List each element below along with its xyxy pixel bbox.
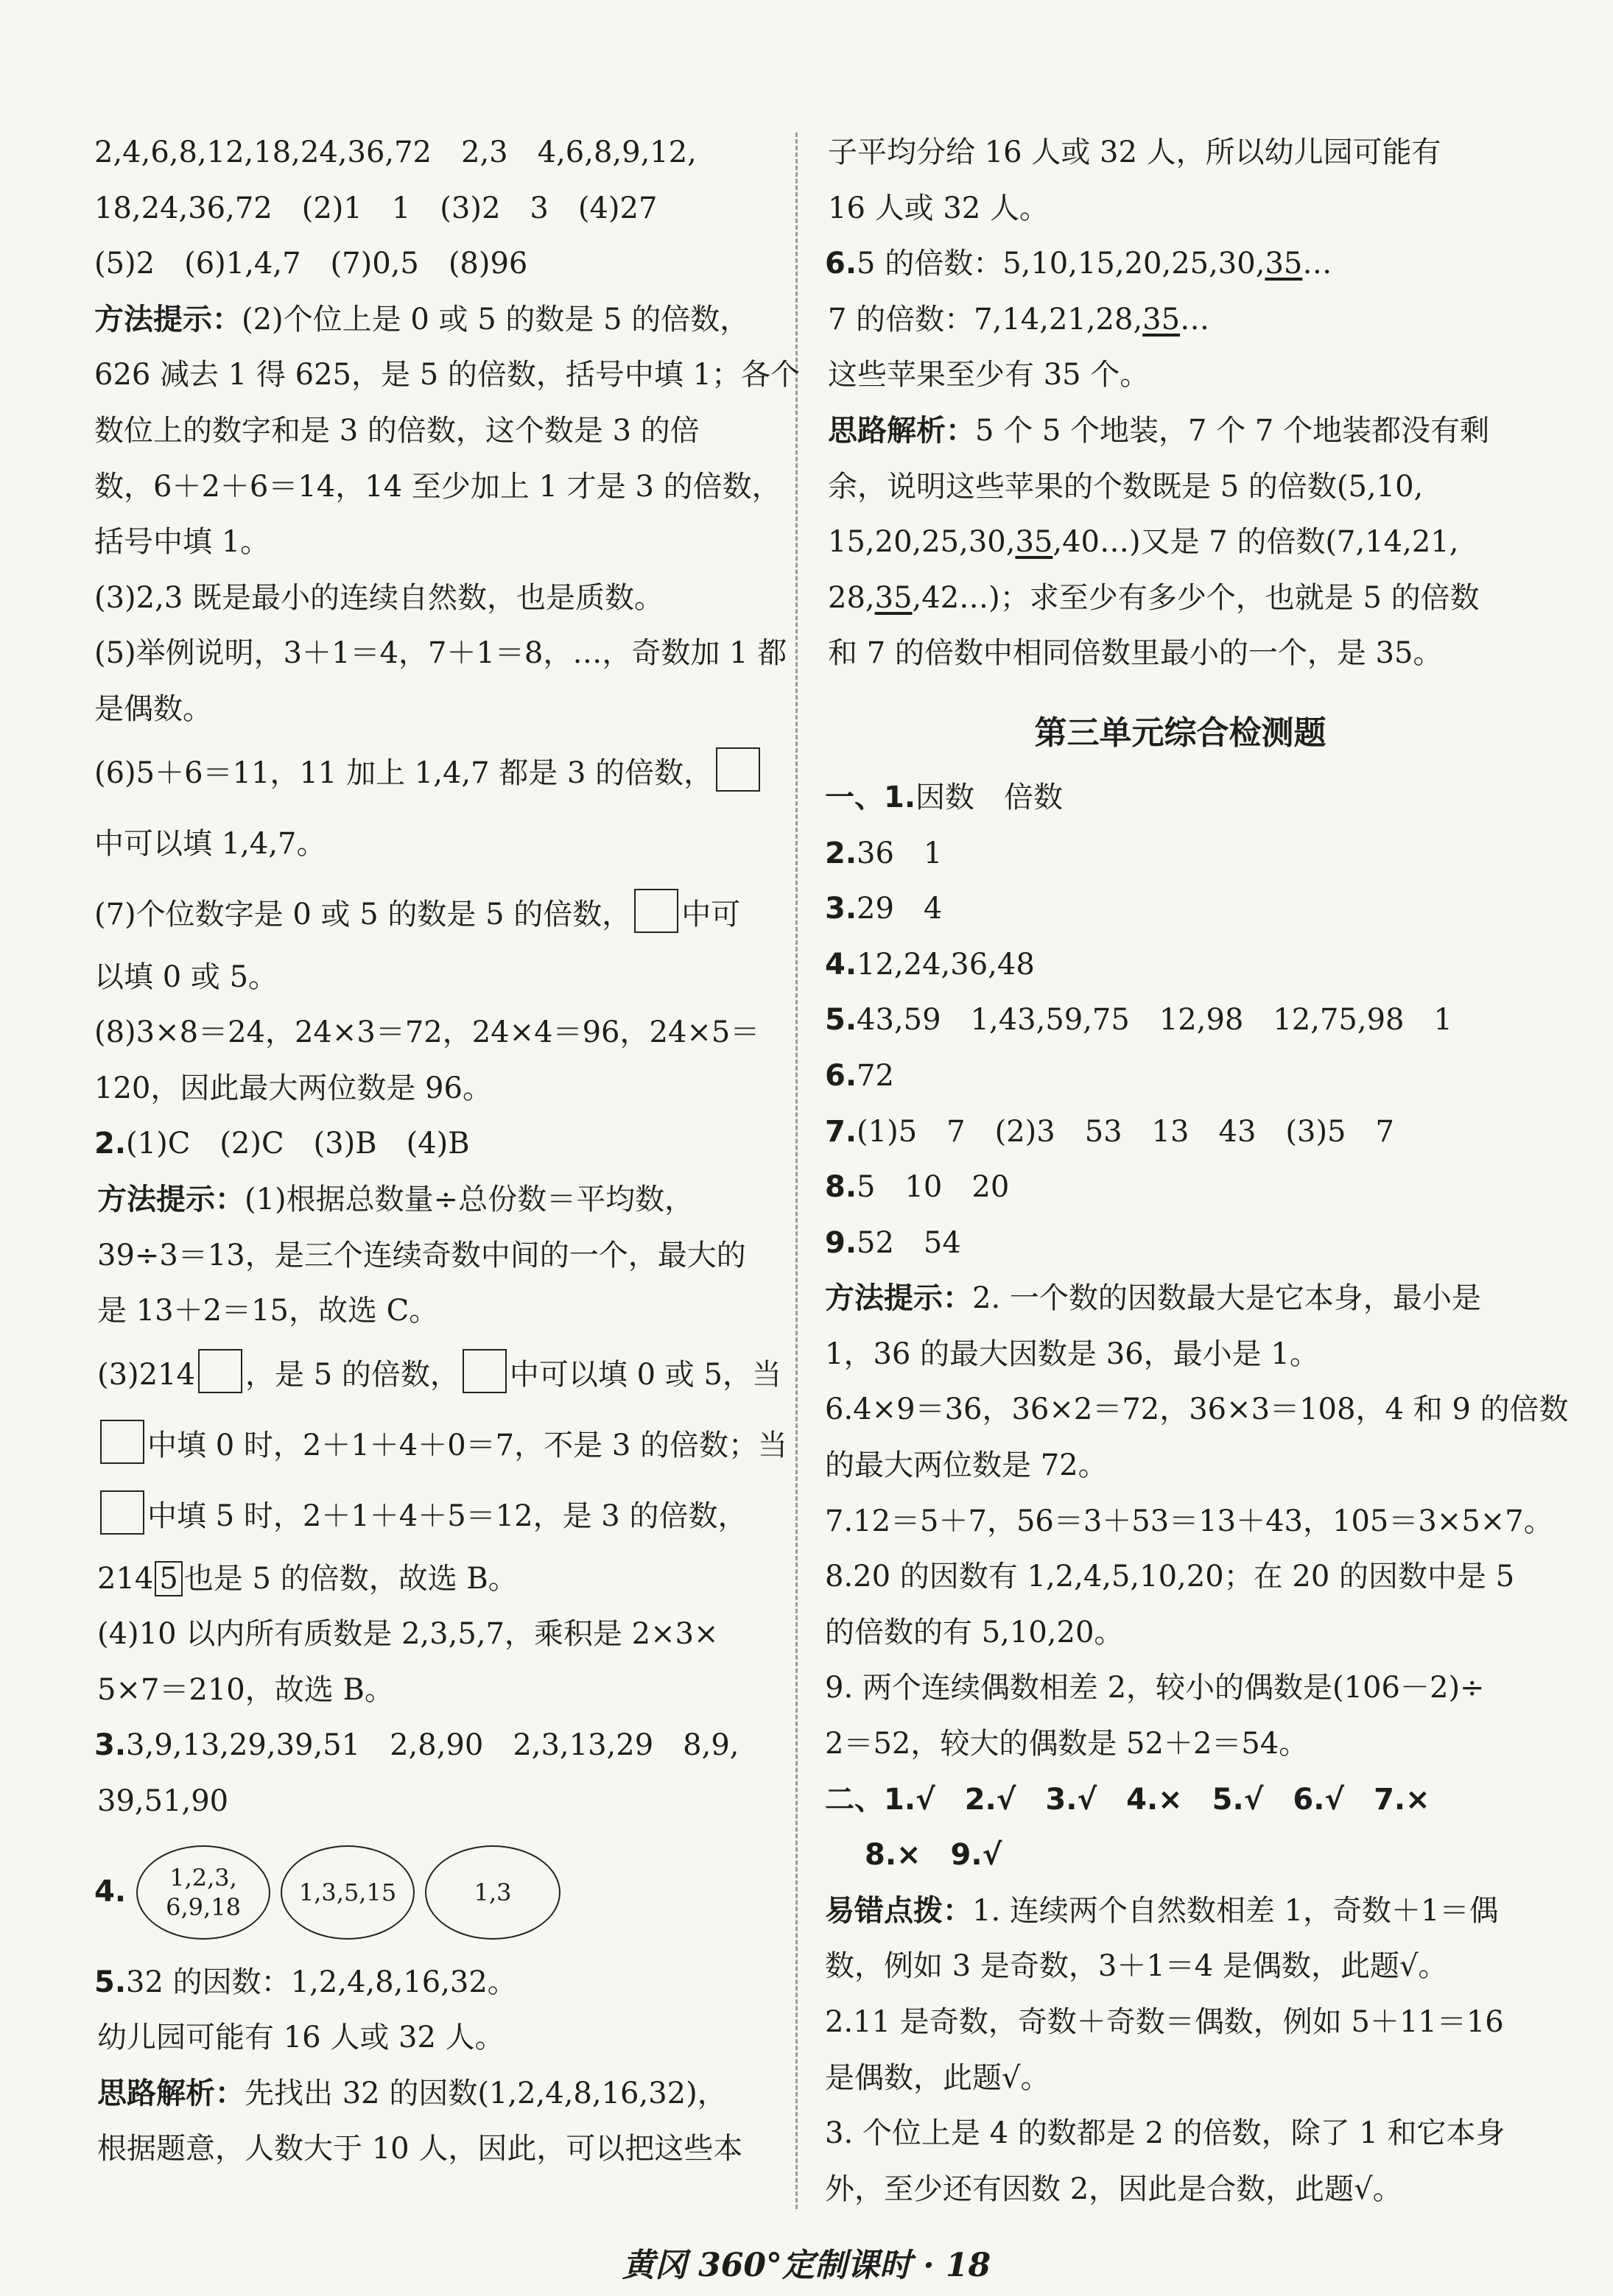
- hint-line: (3)214 ，是 5 的倍数， 中可以填 0 或 5，当: [94, 1339, 765, 1410]
- hint-line: 1，36 的最大因数是 36，最小是 1。: [825, 1337, 1319, 1371]
- hint-line: 的倍数的有 5,10,20。: [825, 1615, 1124, 1649]
- hint-line: 28,35,42…)；求至少有多少个，也就是 5 的倍数: [828, 580, 1480, 615]
- answer-line: (5)2 (6)1,4,7 (7)0,5 (8)96: [94, 247, 528, 281]
- answer-line: 3.29 4: [825, 892, 943, 926]
- hint-line: 和 7 的倍数中相同倍数里最小的一个，是 35。: [828, 636, 1443, 671]
- answer-line: 2,4,6,8,12,18,24,36,72 2,3 4,6,8,9,12,: [94, 135, 697, 169]
- hint-label: 方法提示：: [97, 1182, 245, 1216]
- hint-line: 数，例如 3 是奇数，3＋1＝4 是偶数，此题√。: [825, 1949, 1448, 1984]
- hint-line: 思路解析：先找出 32 的因数(1,2,4,8,16,32)，: [97, 2076, 727, 2110]
- hint-line: 是偶数，此题√。: [825, 2060, 1050, 2095]
- answer-line: 9.52 54: [825, 1225, 961, 1260]
- blank-box: [100, 1420, 144, 1464]
- hint-label: 思路解析：: [828, 413, 975, 448]
- answer-line: 5.43,59 1,43,59,75 12,98 12,75,98 1: [825, 1003, 1452, 1038]
- hint-line: 7.12＝5＋7，56＝3＋53＝13＋43，105＝3×5×7。: [825, 1504, 1553, 1538]
- hint-line: (3)2,3 既是最小的连续自然数，也是质数。: [94, 580, 664, 615]
- hint-line: 方法提示：(1)根据总数量÷总份数＝平均数，: [97, 1182, 695, 1216]
- answer-line: 7 的倍数：7,14,21,28,35…: [828, 302, 1210, 337]
- hint-line: 15,20,25,30,35,40…)又是 7 的倍数(7,14,21,: [828, 525, 1459, 560]
- hint-line: (8)3×8＝24，24×3＝72，24×4＝96，24×5＝: [94, 1015, 760, 1050]
- question-5-answer: 5.32 的因数：1,2,4,8,16,32。: [94, 1965, 517, 1999]
- blank-box: [634, 889, 678, 933]
- hint-line: 5×7＝210，故选 B。: [97, 1672, 394, 1707]
- answer-line: 这些苹果至少有 35 个。: [828, 358, 1150, 392]
- hint-line: 数位上的数字和是 3 的倍数，这个数是 3 的倍: [94, 413, 700, 448]
- answer-line: 6.72: [825, 1058, 894, 1093]
- blank-box: [463, 1349, 507, 1393]
- hint-line: 外，至少还有因数 2，因此是合数，此题√。: [825, 2172, 1402, 2206]
- set-ellipse: 1,3: [425, 1845, 560, 1940]
- hint-label: 思路解析：: [97, 2076, 245, 2110]
- hint-line: 的最大两位数是 72。: [825, 1448, 1108, 1483]
- hint-line: (6)5＋6＝11，11 加上 1,4,7 都是 3 的倍数，: [94, 738, 765, 809]
- hint-line: 2＝52，较大的偶数是 52＋2＝54。: [825, 1727, 1309, 1761]
- hint-line: (7)个位数字是 0 或 5 的数是 5 的倍数， 中可: [94, 879, 765, 950]
- set-ellipse: 1,3,5,15: [281, 1845, 415, 1940]
- hint-line: 6.4×9＝36，36×2＝72，36×3＝108，4 和 9 的倍数: [825, 1392, 1569, 1427]
- hint-line: 120，因此最大两位数是 96。: [94, 1071, 492, 1105]
- hint-line: 3. 个位上是 4 的数都是 2 的倍数，除了 1 和它本身: [825, 2116, 1505, 2151]
- hint-line: 214 5 也是 5 的倍数，故选 B。: [97, 1561, 518, 1596]
- hint-line: (4)10 以内所有质数是 2,3,5,7，乘积是 2×3×: [97, 1617, 719, 1652]
- hint-line: 中填 5 时，2＋1＋4＋5＝12，是 3 的倍数，: [94, 1481, 765, 1552]
- answer-line: 7.(1)5 7 (2)3 53 13 43 (3)5 7: [825, 1114, 1394, 1149]
- column-divider: [795, 133, 798, 2209]
- blank-box: [716, 747, 760, 792]
- answer-line: 4.12,24,36,48: [825, 947, 1035, 982]
- right-column: [825, 125, 1569, 2217]
- hint-line: 8.20 的因数有 1,2,4,5,10,20；在 20 的因数中是 5: [825, 1560, 1515, 1594]
- question-3-answer: 3.3,9,13,29,39,51 2,8,90 2,3,13,29 8,9,: [94, 1728, 739, 1763]
- hint-line: 以填 0 或 5。: [94, 959, 278, 994]
- answer-line: 18,24,36,72 (2)1 1 (3)2 3 (4)27: [94, 191, 658, 225]
- set-ellipse: 1,2,3, 6,9,18: [136, 1845, 270, 1940]
- filled-box: 5: [155, 1561, 182, 1596]
- section-title: 第三单元综合检测题: [1034, 714, 1326, 752]
- hint-line: 是偶数。: [94, 691, 212, 726]
- question-6-answer: 6.5 的倍数：5,10,15,20,25,30,35…: [825, 247, 1332, 281]
- hint-line: 中可以填 1,4,7。: [94, 826, 326, 861]
- answer-line: 幼儿园可能有 16 人或 32 人。: [97, 2021, 505, 2055]
- hint-line: 方法提示：(2)个位上是 0 或 5 的数是 5 的倍数，: [94, 302, 750, 337]
- hint-line: 思路解析：5 个 5 个地装，7 个 7 个地装都没有剩: [828, 413, 1490, 448]
- hint-line: (5)举例说明，3＋1＝4，7＋1＝8，…，奇数加 1 都: [94, 636, 787, 671]
- hint-line: 括号中填 1。: [94, 525, 270, 560]
- hint-label: 方法提示：: [825, 1281, 972, 1316]
- hint-line: 626 减去 1 得 625，是 5 的倍数，括号中填 1；各个: [94, 358, 801, 392]
- answer-line: 8.5 10 20: [825, 1170, 1010, 1205]
- question-4-answer: 4. 1,2,3, 6,9,18 1,3,5,15 1,3: [94, 1830, 765, 1955]
- left-column: [94, 125, 801, 2177]
- hint-line: 余，说明这些苹果的个数既是 5 的倍数(5,10,: [828, 469, 1424, 504]
- question-2-answer: 2.(1)C (2)C (3)B (4)B: [94, 1127, 470, 1161]
- blank-box: [100, 1490, 144, 1535]
- hint-line: 9. 两个连续偶数相差 2，较小的偶数是(106－2)÷: [825, 1671, 1485, 1705]
- hint-line: 16 人或 32 人。: [828, 191, 1049, 225]
- hint-line: 数，6＋2＋6＝14，14 至少加上 1 才是 3 的倍数，: [94, 469, 781, 504]
- hint-line: 根据题意，人数大于 10 人，因此，可以把这些本: [97, 2132, 743, 2166]
- answer-line: 一、1.因数 倍数: [825, 780, 1064, 814]
- hint-line: 易错点拨：1. 连续两个自然数相差 1，奇数＋1＝偶: [825, 1893, 1499, 1928]
- hint-line: 中填 0 时，2＋1＋4＋0＝7，不是 3 的倍数；当: [94, 1410, 765, 1481]
- page-footer: 黄冈 360°定制课时 · 18: [622, 2247, 991, 2284]
- judgement-answers: 8.× 9.√: [865, 1838, 1002, 1873]
- hint-label: 方法提示：: [94, 302, 242, 337]
- blank-box: [198, 1349, 242, 1393]
- hint-line: 39÷3＝13，是三个连续奇数中间的一个，最大的: [97, 1238, 746, 1272]
- hint-line: 是 13＋2＝15，故选 C。: [97, 1294, 439, 1328]
- hint-line: 方法提示：2. 一个数的因数最大是它本身，最小是: [825, 1281, 1481, 1316]
- hint-line: 2.11 是奇数，奇数＋奇数＝偶数，例如 5＋11＝16: [825, 2005, 1504, 2039]
- answer-line: 2.36 1: [825, 836, 943, 870]
- judgement-answers: 二、1.√ 2.√ 3.√ 4.× 5.√ 6.√ 7.×: [825, 1782, 1430, 1817]
- hint-label: 易错点拨：: [825, 1893, 972, 1928]
- answer-line: 39,51,90: [97, 1784, 229, 1819]
- hint-line: 子平均分给 16 人或 32 人，所以幼儿园可能有: [828, 135, 1441, 169]
